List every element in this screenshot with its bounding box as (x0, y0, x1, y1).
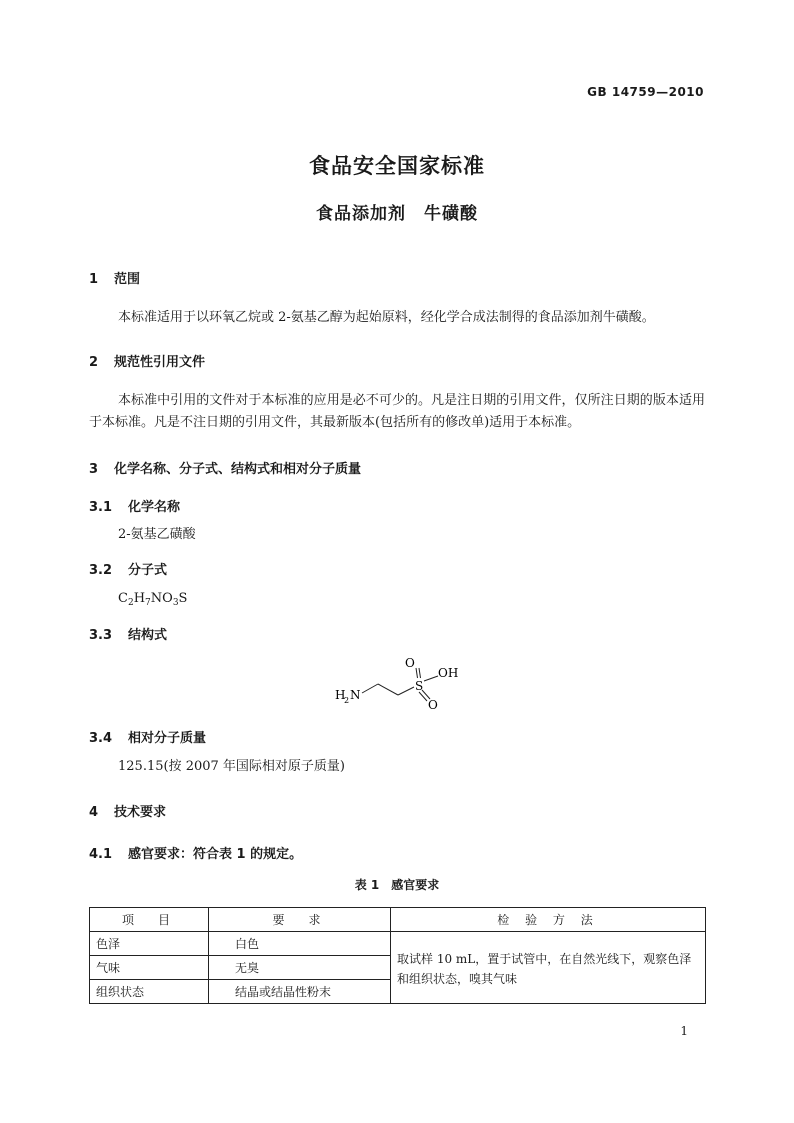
section-heading-2 (89, 351, 205, 370)
document-subtitle: 食品添加剂 牛磺酸 (316, 204, 478, 224)
section-number: 3.1 (89, 500, 113, 515)
page-number: 1 (680, 1024, 688, 1038)
section-heading-3-2 (89, 559, 167, 578)
section-heading-3 (89, 458, 361, 477)
double-bond-top-b (419, 668, 421, 678)
amine-n-label: N (350, 688, 361, 702)
standard-code: GB 14759—2010 (587, 85, 704, 99)
section-title: 结构式 (128, 628, 168, 643)
section-number: 3 (89, 462, 99, 477)
chemical-name: 2-氨基乙磺酸 (118, 527, 196, 542)
oxygen-top-label: O (405, 656, 415, 670)
section-title: 技术要求 (114, 805, 167, 820)
double-bond-bottom-a (419, 692, 427, 701)
section-heading-1 (89, 268, 140, 287)
section-1-text: 本标准适用于以环氧乙烷或 2-氨基乙醇为起始原料，经化学合成法制得的食品添加剂牛磺酸。 (118, 310, 655, 325)
section-heading-4-1 (89, 843, 302, 862)
structural-formula (330, 650, 470, 714)
section-heading-3-4 (89, 727, 206, 746)
section-heading-3-1 (89, 496, 180, 515)
section-heading-3-3 (89, 624, 167, 643)
requirement-cell: 结晶或结晶性粉末 (209, 980, 391, 1004)
section-title: 分子式 (128, 563, 168, 578)
section-2-text: 本标准中引用的文件对于本标准的应用是必不可少的。凡是注日期的引用文件，仅所注日期的版本适用于本标准。凡是不注日期的引用文件，其最新版本(包括所有的修改单)适用于本标准。 (89, 393, 705, 430)
requirement-cell: 白色 (209, 932, 391, 956)
double-bond-top-a (416, 668, 418, 678)
bond-n-c (362, 684, 378, 693)
molecular-weight: 125.15(按 2007 年国际相对原子质量) (118, 759, 345, 774)
column-header-item: 项 目 (90, 908, 209, 932)
sulfur-label: S (415, 679, 424, 693)
sensory-requirements-table (89, 907, 706, 1004)
section-title: 感官要求：符合表 1 的规定。 (128, 847, 303, 862)
section-number: 3.3 (89, 628, 113, 643)
table-header-row (90, 908, 706, 932)
section-number: 4 (89, 805, 99, 820)
molecular-formula: $C_2H_7NO_3S$ (118, 591, 188, 608)
table-caption: 表 1 感官要求 (354, 878, 440, 892)
amine-h-label: H (335, 688, 346, 702)
section-number: 1 (89, 272, 99, 287)
item-cell: 气味 (90, 956, 209, 980)
section-number: 4.1 (89, 847, 113, 862)
item-cell: 色泽 (90, 932, 209, 956)
method-cell: 取试样 10 mL，置于试管中，在自然光线下，观察色泽和组织状态，嗅其气味 (391, 932, 706, 1004)
requirement-cell: 无臭 (209, 956, 391, 980)
oxygen-bottom-label: O (428, 698, 438, 712)
item-cell: 组织状态 (90, 980, 209, 1004)
section-number: 2 (89, 355, 99, 370)
section-title: 化学名称 (128, 500, 181, 515)
section-title: 相对分子质量 (128, 731, 207, 746)
hydroxyl-label: OH (438, 666, 459, 680)
amine-sub-label: 2 (344, 696, 350, 705)
column-header-requirement: 要 求 (209, 908, 391, 932)
bond-c-s (398, 687, 414, 695)
document-title: 食品安全国家标准 (309, 154, 485, 178)
section-title: 化学名称、分子式、结构式和相对分子质量 (114, 462, 362, 477)
bond-s-oh (424, 676, 438, 681)
section-heading-4 (89, 801, 166, 820)
column-header-method: 检 验 方 法 (391, 908, 706, 932)
section-title: 规范性引用文件 (114, 355, 206, 370)
section-number: 3.4 (89, 731, 113, 746)
section-title: 范围 (114, 272, 141, 287)
bond-c-c (378, 684, 398, 695)
table-row (90, 932, 706, 956)
section-number: 3.2 (89, 563, 113, 578)
